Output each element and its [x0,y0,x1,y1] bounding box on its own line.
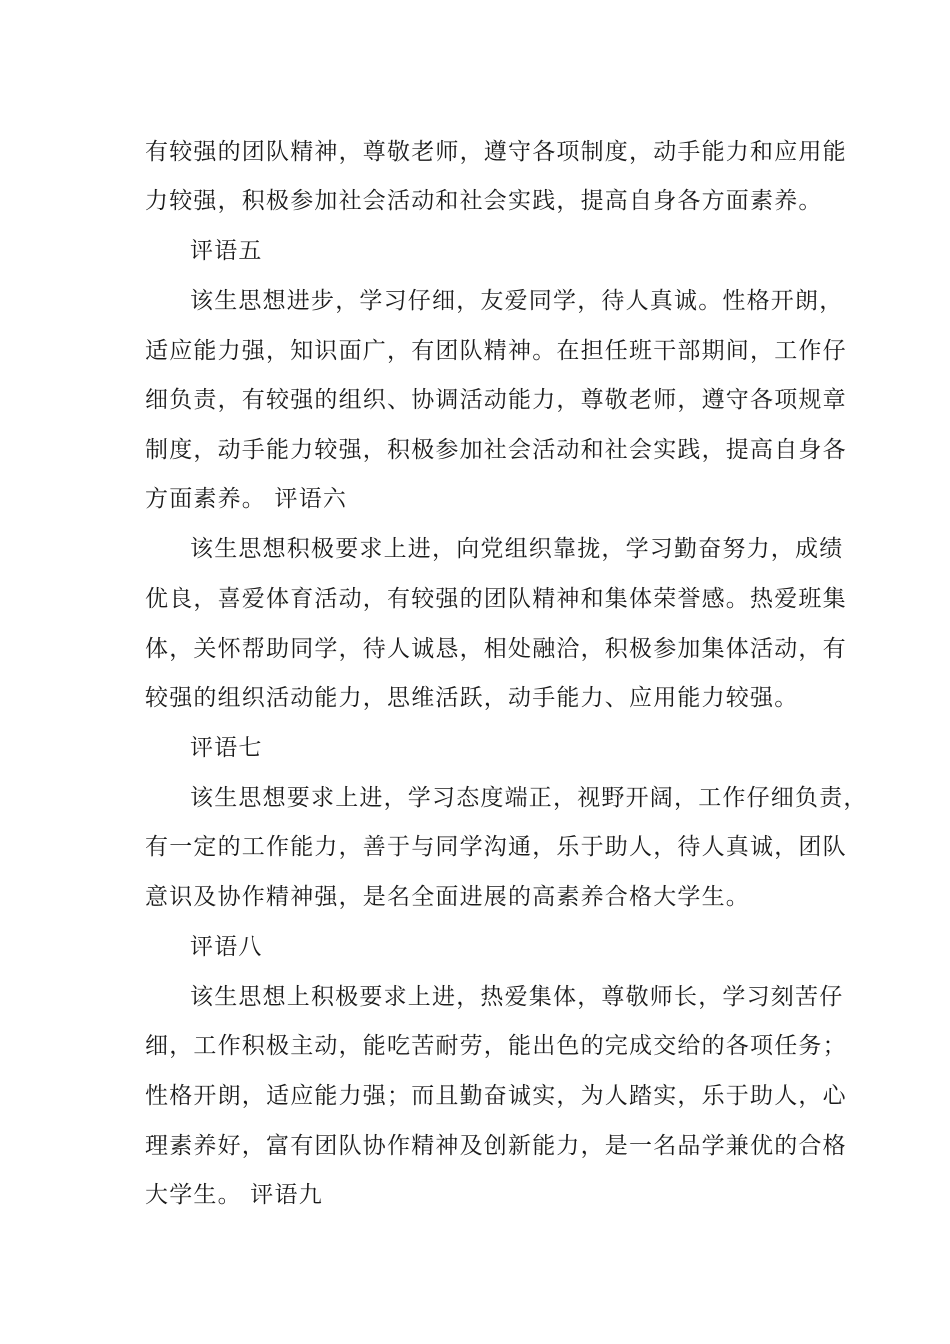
text-line: 优良，喜爱体育活动，有较强的团队精神和集体荣誉感。热爱班集 [145,586,847,612]
text-line: 较强的组织活动能力，思维活跃，动手能力、应用能力较强。 [145,685,799,711]
text-line: 有一定的工作能力，善于与同学沟通，乐于助人，待人真诚，团队 [145,834,847,860]
text-line: 该生思想要求上进，学习态度端正，视野开阔，工作仔细负责， [190,785,868,811]
text-line: 大学生。 评语九 [145,1182,323,1208]
text-line: 方面素养。 评语六 [145,486,348,512]
text-line: 制度，动手能力较强，积极参加社会活动和社会实践，提高自身各 [145,437,847,463]
text-line: 体，关怀帮助同学，待人诚恳，相处融洽，积极参加集体活动，有 [145,636,847,662]
text-line: 细，工作积极主动，能吃苦耐劳，能出色的完成交给的各项任务； [145,1033,847,1059]
text-line: 细负责，有较强的组织、协调活动能力，尊敬老师，遵守各项规章 [145,387,847,413]
text-line: 有较强的团队精神，尊敬老师，遵守各项制度，动手能力和应用能 [145,139,847,165]
text-line: 该生思想进步，学习仔细，友爱同学，待人真诚。性格开朗， [190,288,844,314]
text-line: 该生思想积极要求上进，向党组织靠拢，学习勤奋努力，成绩 [190,536,844,562]
section-heading: 评语五 [190,238,263,264]
section-heading: 评语八 [190,934,263,960]
text-line: 理素养好，富有团队协作精神及创新能力，是一名品学兼优的合格 [145,1133,847,1159]
text-line: 适应能力强，知识面广，有团队精神。在担任班干部期间，工作仔 [145,338,847,364]
text-line: 意识及协作精神强，是名全面进展的高素养合格大学生。 [145,884,750,910]
text-line: 力较强，积极参加社会活动和社会实践，提高自身各方面素养。 [145,188,823,214]
section-heading: 评语七 [190,735,263,761]
text-line: 该生思想上积极要求上进，热爱集体，尊敬师长，学习刻苦仔 [190,984,844,1010]
text-line: 性格开朗，适应能力强；而且勤奋诚实，为人踏实，乐于助人，心 [145,1083,847,1109]
